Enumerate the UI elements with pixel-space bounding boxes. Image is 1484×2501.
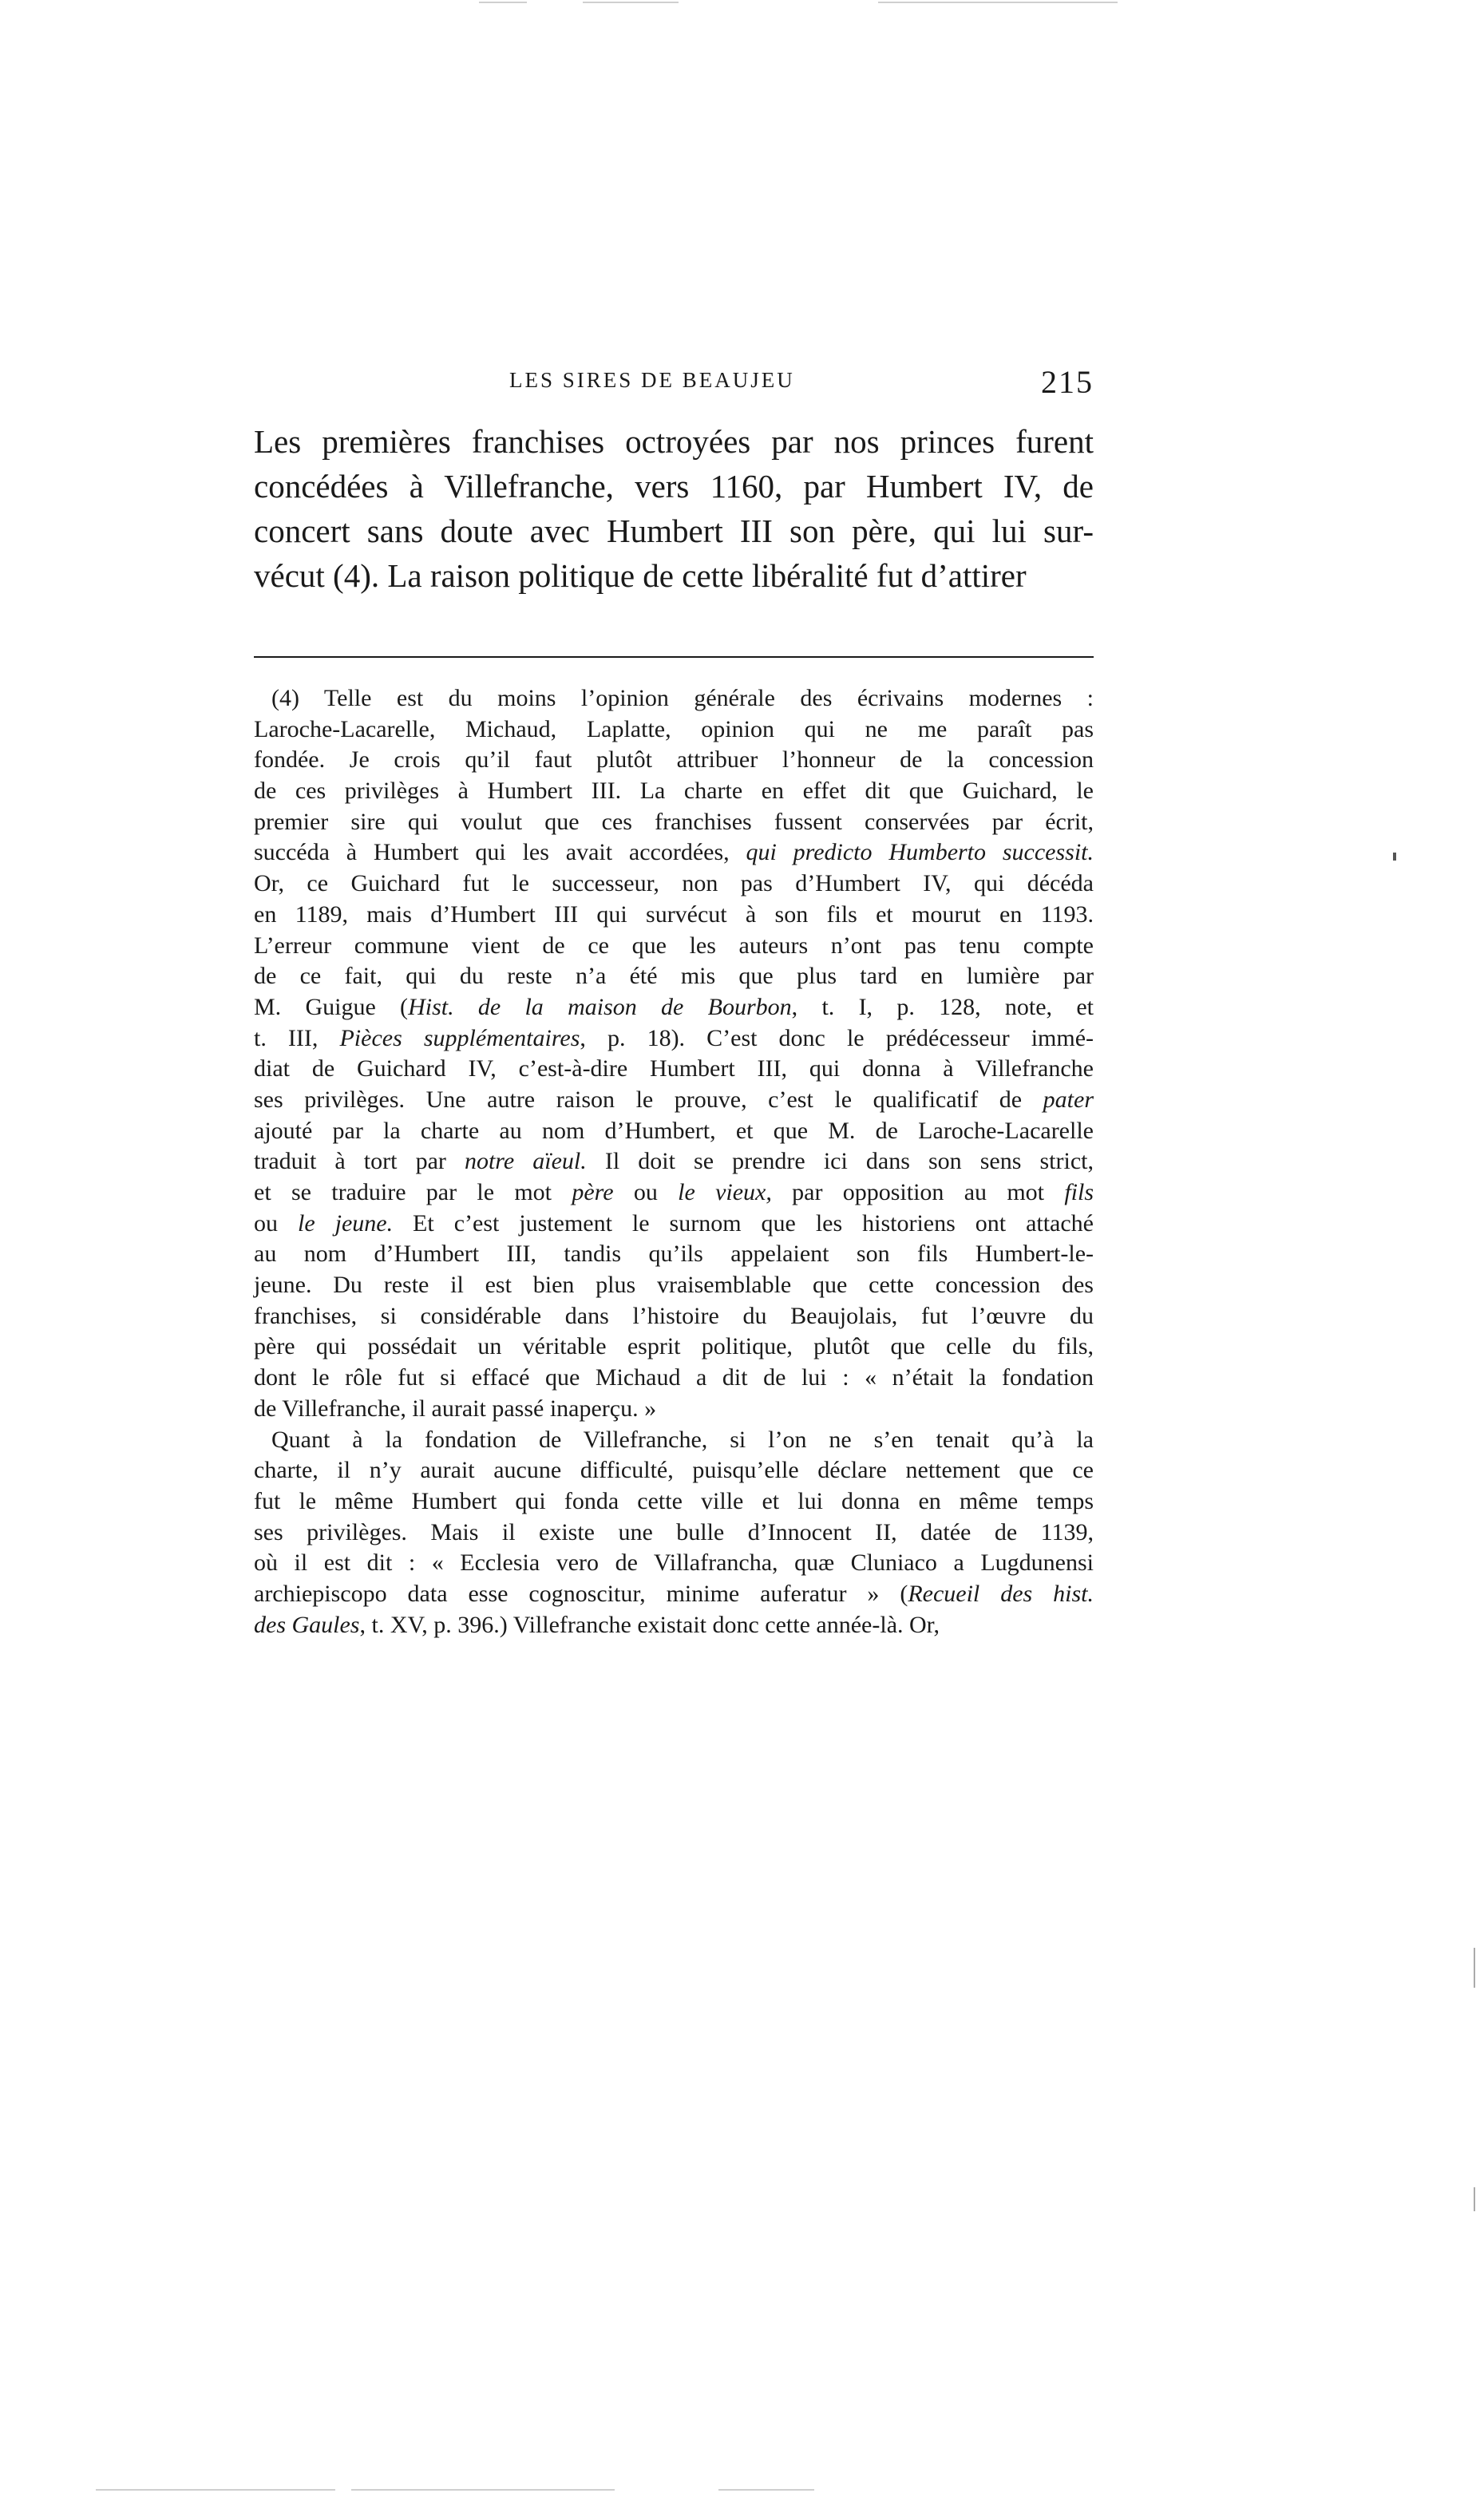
footnote-line [254, 900, 1094, 931]
body-line: Les premières franchises octroyées par nos princes furent [254, 423, 1094, 460]
footnote-text: en 1189, mais d’Humbert III qui survécut à son fils et mourut en 1193. [254, 900, 1094, 928]
footnote-text: , t. I, p. 128, note, et [791, 993, 1094, 1020]
footnote-text: ajouté par la charte au nom d’Humbert, et que M. de Laroche-Lacarelle [254, 1117, 1094, 1144]
footnote-text: , t. XV, p. 396.) Villefranche existait donc cette année-là. Or, [359, 1611, 940, 1638]
footnote-text: t. III, [254, 1024, 340, 1051]
footnote-text: au nom d’Humbert III, tandis qu’ils appelaient son fils Humbert-le- [254, 1241, 1094, 1268]
footnote-text: Or, ce Guichard fut le successeur, non pas d’Humbert IV, qui décéda [254, 870, 1094, 897]
scan-artifact [479, 2, 527, 3]
footnote-text: diat de Guichard IV, c’est-à-dire Humbert III, qui donna à Villefranche [254, 1055, 1094, 1082]
footnote-text: de ces privilèges à Humbert III. La charte en effet dit que Guichard, le [254, 778, 1094, 805]
footnote-text: L’erreur commune vient de ce que les auteurs n’ont pas tenu compte [254, 932, 1094, 959]
scan-artifact [96, 2489, 335, 2491]
italic-citation: le jeune. [297, 1209, 394, 1237]
scan-artifact [583, 2, 679, 3]
footnote-text: M. Guigue ( [254, 993, 409, 1020]
footnote-text: , p. 18). C’est donc le prédécesseur immé- [580, 1024, 1094, 1051]
footnote-line [254, 1486, 1094, 1518]
footnote-line [254, 1116, 1094, 1147]
italic-citation: Pièces supplémentaires [339, 1024, 580, 1051]
footnote-text: dont le rôle fut si effacé que Michaud a dit de lui : « n’était la fondation [254, 1364, 1094, 1391]
footnote-text: ses privilèges. Une autre raison le prouve, c’est le qualificatif de [254, 1086, 1043, 1113]
footnote-line [254, 1239, 1094, 1270]
footnote-line [254, 992, 1094, 1023]
footnote-line [254, 1177, 1094, 1209]
footnote-text: par opposition au mot [771, 1179, 1065, 1205]
footnote-line [254, 1023, 1094, 1055]
footnote-text: succéda à Humbert qui les avait accordées, [254, 839, 746, 866]
footnote-separator [254, 656, 1094, 658]
scan-artifact [718, 2489, 814, 2491]
footnote-text: de ce fait, qui du reste n’a été mis que plus tard en lumière par [254, 963, 1094, 990]
italic-citation: Hist. de la maison de Bourbon [408, 993, 792, 1020]
footnote-text: fondée. Je crois qu’il faut plutôt attribuer l’honneur de la concession [254, 746, 1094, 774]
footnote-text: où il est dit : « Ecclesia vero de Villafrancha, quæ Cluniaco a Lugdunensi [254, 1549, 1094, 1577]
footnote-text: archiepiscopo data esse cognoscitur, minime auferatur » ( [254, 1580, 908, 1607]
footnote-text: de Villefranche, il aurait passé inaperçu. » [254, 1395, 657, 1422]
footnote-line [254, 1209, 1094, 1240]
footnote-line [254, 1518, 1094, 1549]
italic-citation: Recueil des hist. [908, 1580, 1094, 1607]
footnote-line [254, 745, 1094, 776]
footnote-text: charte, il n’y aurait aucune difficulté, puisqu’elle déclare nettement que ce [254, 1457, 1094, 1484]
body-line: vécut (4). La raison politique de cette libéralité fut d’attirer [254, 557, 1027, 594]
scan-mark [1474, 2187, 1475, 2211]
footnote-text: traduit à tort par [254, 1148, 465, 1175]
footnote-line [254, 807, 1094, 838]
body-line: concert sans doute avec Humbert III son père, qui lui sur- [254, 512, 1094, 549]
italic-citation: des Gaules [254, 1611, 360, 1638]
footnote-line [254, 776, 1094, 807]
page-header [254, 363, 1094, 403]
italic-citation: notre aïeul. [464, 1148, 587, 1175]
italic-citation: le vieux, [678, 1179, 772, 1205]
footnote-text: Quant à la fondation de Villefranche, si l’on ne s’en tenait qu’à la [271, 1426, 1094, 1453]
footnote-line [254, 1425, 1094, 1456]
footnote-text: franchises, si considérable dans l’histoire du Beaujolais, fut l’œuvre du [254, 1302, 1094, 1329]
italic-citation: pater [1043, 1086, 1094, 1113]
footnote-text: ou [613, 1179, 679, 1205]
body-line: concédées à Villefranche, vers 1160, par Humbert IV, de [254, 468, 1094, 505]
footnote-block [254, 683, 1094, 1640]
footnote-line [254, 1394, 1094, 1425]
scan-speck [1393, 853, 1396, 861]
footnote-text: fut le même Humbert qui fonda cette ville et lui donna en même temps [254, 1487, 1094, 1514]
footnote-line [254, 1146, 1094, 1177]
footnote-line [254, 683, 1094, 714]
italic-citation: fils [1064, 1179, 1094, 1205]
footnote-line [254, 837, 1094, 869]
footnote-line [254, 931, 1094, 962]
footnote-text: père qui possédait un véritable esprit politique, plutôt que celle du fils, [254, 1333, 1094, 1360]
footnote-line [254, 1455, 1094, 1486]
footnote-line [254, 1085, 1094, 1116]
italic-citation: qui predicto Humberto successit. [746, 839, 1094, 866]
footnote-line [254, 1610, 1094, 1641]
footnote-line [254, 1054, 1094, 1085]
footnote-text: (4) Telle est du moins l’opinion générale des écrivains modernes : [271, 685, 1094, 711]
footnote-text: Et c’est justement le surnom que les historiens ont attaché [393, 1209, 1094, 1237]
scan-artifact [878, 2, 1118, 3]
running-title: LES SIRES DE BEAUJEU [509, 368, 795, 392]
body-paragraph [254, 419, 1094, 598]
footnote-text: et se traduire par le mot [254, 1179, 572, 1205]
footnote-line [254, 869, 1094, 900]
footnote-line [254, 961, 1094, 992]
scan-artifact [351, 2489, 615, 2491]
footnote-line [254, 1363, 1094, 1394]
page-number: 215 [1041, 364, 1094, 400]
footnote-text: ses privilèges. Mais il existe une bulle d’Innocent II, datée de 1139, [254, 1518, 1094, 1545]
footnote-text: ou [254, 1209, 298, 1237]
footnote-line [254, 714, 1094, 746]
scan-mark [1474, 1948, 1475, 1988]
footnote-line [254, 1301, 1094, 1332]
footnote-line [254, 1548, 1094, 1579]
footnote-text: jeune. Du reste il est bien plus vraisemblable que cette concession des [254, 1272, 1094, 1299]
footnote-line [254, 1270, 1094, 1301]
italic-citation: père [572, 1179, 614, 1205]
footnote-text: Il doit se prendre ici dans son sens strict, [586, 1148, 1094, 1175]
footnote-text: Laroche-Lacarelle, Michaud, Laplatte, opinion qui ne me paraît pas [254, 715, 1094, 742]
footnote-line [254, 1332, 1094, 1363]
footnote-text: premier sire qui voulut que ces franchises fussent conservées par écrit, [254, 808, 1094, 835]
footnote-line [254, 1579, 1094, 1610]
